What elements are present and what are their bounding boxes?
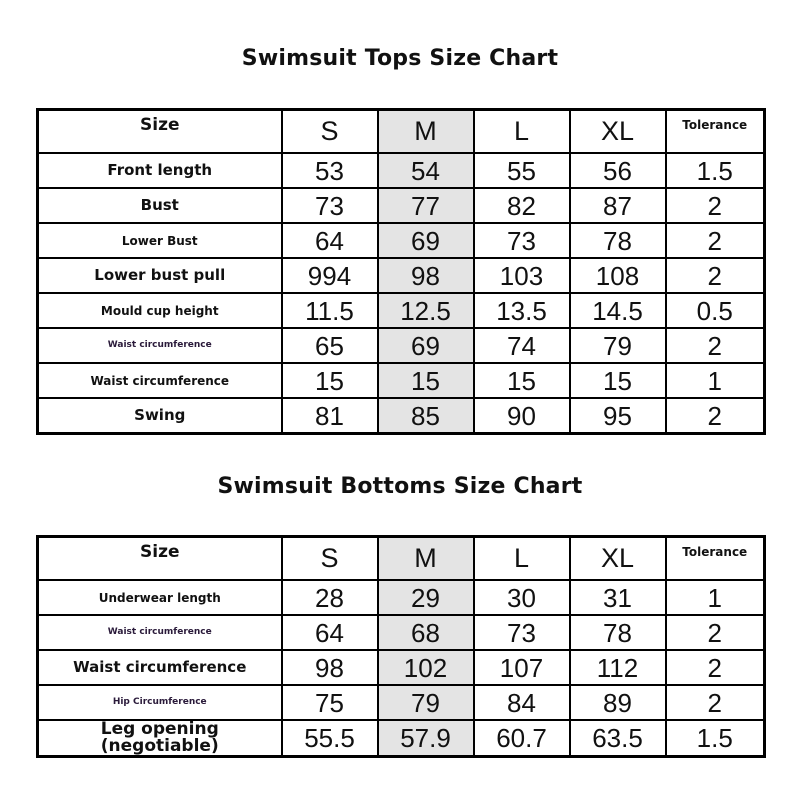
row-label: Waist circumference: [38, 650, 282, 685]
row-label: Leg opening (negotiable): [38, 720, 282, 757]
value-cell: 112: [570, 650, 666, 685]
table-row: [38, 580, 765, 615]
size-header-xl: XL: [570, 110, 666, 154]
size-header-l: L: [474, 110, 570, 154]
value-cell: 84: [474, 685, 570, 720]
tolerance-header: Tolerance: [666, 537, 765, 581]
value-cell: 57.9: [378, 720, 474, 757]
value-cell: 73: [474, 223, 570, 258]
table-row: [38, 153, 765, 188]
value-cell: 90: [474, 398, 570, 434]
value-cell: 108: [570, 258, 666, 293]
value-cell: 13.5: [474, 293, 570, 328]
table-row: [38, 223, 765, 258]
value-cell: 28: [282, 580, 378, 615]
size-header-label: Size: [38, 110, 282, 154]
size-header-m: M: [378, 537, 474, 581]
value-cell: 56: [570, 153, 666, 188]
tops-chart-title: Swimsuit Tops Size Chart: [241, 46, 559, 71]
value-cell: 53: [282, 153, 378, 188]
value-cell: 15: [378, 363, 474, 398]
tolerance-header: Tolerance: [666, 110, 765, 154]
table-header-row: [38, 110, 765, 154]
tolerance-cell: 1.5: [666, 153, 765, 188]
value-cell: 79: [570, 328, 666, 363]
value-cell: 63.5: [570, 720, 666, 757]
value-cell: 98: [378, 258, 474, 293]
value-cell: 89: [570, 685, 666, 720]
tolerance-cell: 2: [666, 398, 765, 434]
tolerance-cell: 1.5: [666, 720, 765, 757]
value-cell: 107: [474, 650, 570, 685]
size-header-s: S: [282, 110, 378, 154]
value-cell: 74: [474, 328, 570, 363]
row-label: Underwear length: [38, 580, 282, 615]
tolerance-cell: 2: [666, 650, 765, 685]
value-cell: 54: [378, 153, 474, 188]
value-cell: 85: [378, 398, 474, 434]
tolerance-cell: 2: [666, 223, 765, 258]
value-cell: 77: [378, 188, 474, 223]
value-cell: 78: [570, 223, 666, 258]
value-cell: 95: [570, 398, 666, 434]
tolerance-cell: 1: [666, 363, 765, 398]
row-label: Waist circumference: [38, 615, 282, 650]
row-label: Bust: [38, 188, 282, 223]
value-cell: 75: [282, 685, 378, 720]
value-cell: 81: [282, 398, 378, 434]
bottoms-chart-title: Swimsuit Bottoms Size Chart: [217, 474, 583, 499]
size-header-label: Size: [38, 537, 282, 581]
row-label: Lower Bust: [38, 223, 282, 258]
tolerance-cell: 2: [666, 328, 765, 363]
row-label: Lower bust pull: [38, 258, 282, 293]
row-label: Waist circumference: [38, 363, 282, 398]
tolerance-cell: 2: [666, 685, 765, 720]
value-cell: 103: [474, 258, 570, 293]
value-cell: 55: [474, 153, 570, 188]
table-row: [38, 615, 765, 650]
value-cell: 73: [282, 188, 378, 223]
row-label: Mould cup height: [38, 293, 282, 328]
table-row: [38, 363, 765, 398]
value-cell: 15: [474, 363, 570, 398]
value-cell: 60.7: [474, 720, 570, 757]
size-header-xl: XL: [570, 537, 666, 581]
value-cell: 15: [570, 363, 666, 398]
value-cell: 15: [282, 363, 378, 398]
table-row: [38, 328, 765, 363]
row-label: Hip Circumference: [38, 685, 282, 720]
value-cell: 55.5: [282, 720, 378, 757]
value-cell: 79: [378, 685, 474, 720]
value-cell: 29: [378, 580, 474, 615]
value-cell: 68: [378, 615, 474, 650]
value-cell: 64: [282, 223, 378, 258]
tolerance-cell: 2: [666, 258, 765, 293]
value-cell: 994: [282, 258, 378, 293]
value-cell: 87: [570, 188, 666, 223]
row-label: Waist circumference: [38, 328, 282, 363]
table-row: [38, 293, 765, 328]
table-row: [38, 188, 765, 223]
value-cell: 98: [282, 650, 378, 685]
value-cell: 14.5: [570, 293, 666, 328]
table-row: [38, 720, 765, 757]
value-cell: 30: [474, 580, 570, 615]
row-label: Front length: [38, 153, 282, 188]
table-row: [38, 398, 765, 434]
row-label: Swing: [38, 398, 282, 434]
value-cell: 102: [378, 650, 474, 685]
value-cell: 69: [378, 223, 474, 258]
value-cell: 82: [474, 188, 570, 223]
tolerance-cell: 2: [666, 615, 765, 650]
table-row: [38, 650, 765, 685]
value-cell: 64: [282, 615, 378, 650]
value-cell: 11.5: [282, 293, 378, 328]
table-row: [38, 258, 765, 293]
tolerance-cell: 2: [666, 188, 765, 223]
size-header-m: M: [378, 110, 474, 154]
tops-size-table: [36, 108, 766, 435]
value-cell: 69: [378, 328, 474, 363]
bottoms-size-table: [36, 535, 766, 758]
table-header-row: [38, 537, 765, 581]
size-header-s: S: [282, 537, 378, 581]
size-header-l: L: [474, 537, 570, 581]
value-cell: 31: [570, 580, 666, 615]
tolerance-cell: 1: [666, 580, 765, 615]
table-row: [38, 685, 765, 720]
value-cell: 73: [474, 615, 570, 650]
tolerance-cell: 0.5: [666, 293, 765, 328]
value-cell: 12.5: [378, 293, 474, 328]
value-cell: 78: [570, 615, 666, 650]
value-cell: 65: [282, 328, 378, 363]
